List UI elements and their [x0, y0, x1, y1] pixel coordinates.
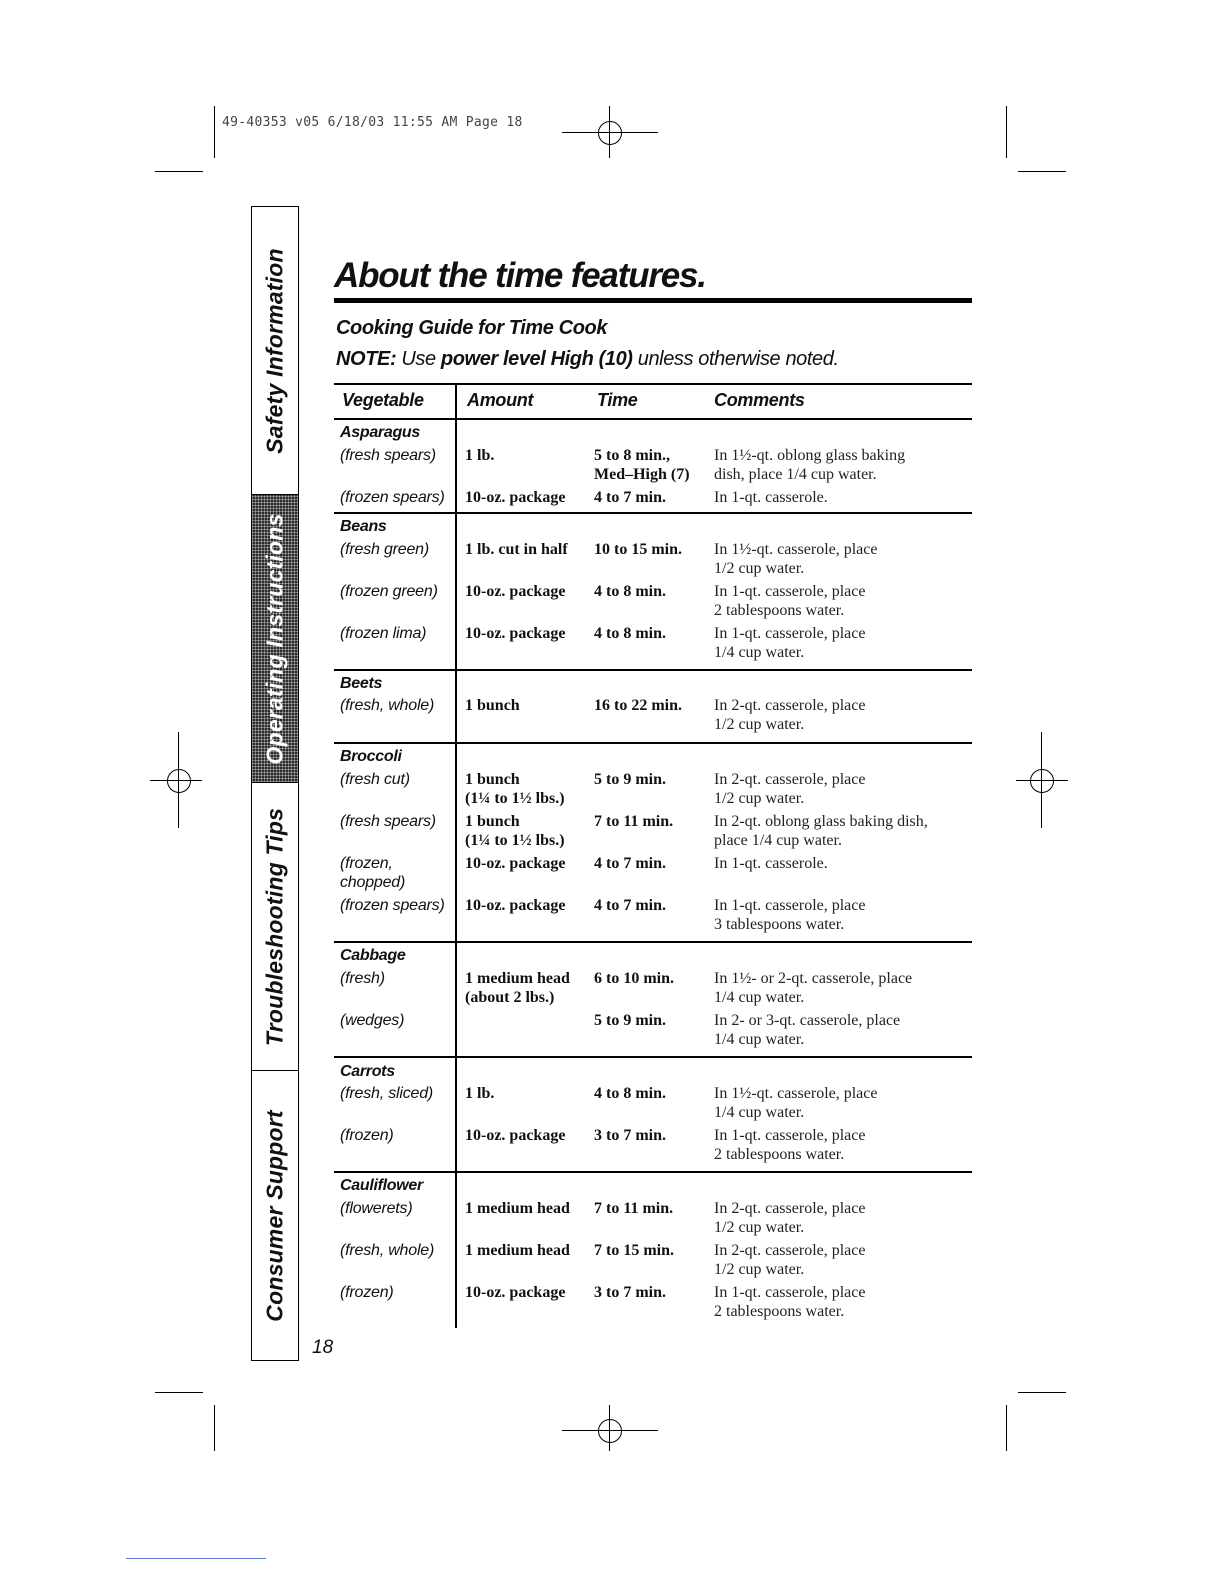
cell-variety	[340, 540, 429, 559]
cell-comments	[714, 540, 877, 578]
cell-line: 1 bunch	[465, 697, 520, 714]
cell-time	[594, 1011, 666, 1030]
cell-line: (fresh, whole)	[340, 697, 435, 714]
cell-line: In 1½-qt. oblong glass baking	[714, 447, 906, 464]
cell-comments	[714, 1126, 865, 1164]
cell-line: (frozen spears)	[340, 489, 445, 506]
cell-line: In 2-qt. casserole, place	[714, 697, 866, 714]
tab-label: Troubleshooting Tips	[261, 807, 288, 1046]
cell-variety	[340, 1011, 404, 1030]
cell-line: In 2-qt. casserole, place	[714, 771, 866, 788]
cell-line: 10-oz. package	[465, 489, 566, 506]
cell-comments	[714, 696, 865, 734]
tab-label: Operating Instructions	[261, 512, 288, 765]
vegetable-group	[334, 943, 972, 1058]
cell-line: 1 bunch	[465, 771, 520, 788]
cell-time	[594, 540, 682, 559]
page-number: 18	[312, 1337, 334, 1358]
cell-line: 6 to 10 min.	[594, 970, 674, 987]
cell-time	[594, 696, 682, 715]
cell-line: chopped)	[340, 874, 406, 891]
cell-line: In 1½-qt. casserole, place	[714, 541, 878, 558]
cell-time	[594, 488, 666, 507]
cell-line: (frozen green)	[340, 583, 438, 600]
cell-line: Med–High (7)	[594, 466, 690, 483]
cell-line: In 1-qt. casserole, place	[714, 1127, 866, 1144]
cell-line: 3 tablespoons water.	[714, 916, 845, 933]
cell-line: 5 to 9 min.	[594, 1012, 666, 1029]
cell-line: (frozen lima)	[340, 625, 427, 642]
cell-line: 4 to 8 min.	[594, 583, 666, 600]
cell-line: 1/2 cup water.	[714, 560, 805, 577]
cell-time	[594, 770, 666, 789]
cell-line: In 1-qt. casserole, place	[714, 625, 866, 642]
cell-comments	[714, 896, 865, 934]
cell-time	[594, 624, 666, 643]
vegetable-name: Asparagus	[340, 424, 420, 441]
cell-comments	[714, 1011, 900, 1049]
header-vegetable: Vegetable	[342, 390, 424, 410]
cell-line: 4 to 7 min.	[594, 897, 666, 914]
cell-amount	[465, 1283, 565, 1302]
header-comments: Comments	[714, 390, 805, 410]
cell-line: 2 tablespoons water.	[714, 1303, 845, 1320]
cell-line: In 1-qt. casserole, place	[714, 1284, 866, 1301]
cell-variety	[340, 1199, 412, 1218]
vegetable-name: Beets	[340, 675, 383, 692]
cell-line: (fresh cut)	[340, 771, 410, 788]
cell-line: (frozen)	[340, 1284, 394, 1301]
cooking-guide-table	[334, 383, 972, 1328]
cell-line: (frozen,	[340, 855, 393, 872]
cell-line: (fresh spears)	[340, 447, 436, 464]
cell-time	[594, 446, 690, 484]
vegetable-group	[334, 420, 972, 514]
cell-line: 10-oz. package	[465, 583, 566, 600]
cell-line: 7 to 15 min.	[594, 1242, 674, 1259]
cell-amount	[465, 582, 565, 601]
cell-line: 1/2 cup water.	[714, 790, 805, 807]
cell-line: (frozen)	[340, 1127, 394, 1144]
cell-line: 1 medium head	[465, 970, 570, 987]
tab-label: Safety Information	[261, 247, 288, 454]
section-subtitle: Cooking Guide for Time Cook	[336, 317, 608, 339]
vegetable-group	[334, 671, 972, 744]
cell-amount	[465, 1084, 494, 1103]
cell-line: In 1½-qt. casserole, place	[714, 1085, 878, 1102]
vegetable-group	[334, 1058, 972, 1173]
cell-comments	[714, 582, 865, 620]
cell-line: 10-oz. package	[465, 1284, 566, 1301]
cell-line: place 1/4 cup water.	[714, 832, 842, 849]
tab-label: Consumer Support	[261, 1109, 288, 1322]
cell-time	[594, 854, 666, 873]
cell-comments	[714, 854, 828, 873]
cell-amount	[465, 812, 565, 850]
cell-line: 1/4 cup water.	[714, 989, 805, 1006]
footer-link-line	[126, 1558, 266, 1559]
print-header: 49-40353 v05 6/18/03 11:55 AM Page 18	[222, 115, 523, 130]
cell-amount	[465, 696, 520, 715]
tab-safety-information[interactable]	[252, 207, 298, 495]
cell-amount	[465, 488, 565, 507]
cell-line: 1 lb. cut in half	[465, 541, 568, 558]
cell-variety	[340, 896, 445, 915]
cell-amount	[465, 624, 565, 643]
header-amount: Amount	[467, 390, 534, 410]
cell-comments	[714, 1199, 865, 1237]
cell-line: 16 to 22 min.	[594, 697, 682, 714]
cell-variety	[340, 582, 438, 601]
cell-line: 3 to 7 min.	[594, 1284, 666, 1301]
cell-line: In 1-qt. casserole, place	[714, 583, 866, 600]
cell-amount	[465, 969, 570, 1007]
cell-line: 10-oz. package	[465, 855, 566, 872]
cell-amount	[465, 1199, 570, 1218]
cell-line: 10-oz. package	[465, 1127, 566, 1144]
cell-line: 7 to 11 min.	[594, 1200, 674, 1217]
cell-time	[594, 896, 666, 915]
cell-line: dish, place 1/4 cup water.	[714, 466, 877, 483]
vegetable-name: Beans	[340, 518, 387, 535]
cell-line: 4 to 7 min.	[594, 489, 666, 506]
vegetable-name: Carrots	[340, 1063, 395, 1080]
cell-line: (fresh)	[340, 970, 385, 987]
vegetable-name: Broccoli	[340, 748, 402, 765]
title-rule	[334, 298, 972, 303]
cell-variety	[340, 969, 385, 988]
cell-line: (1¼ to 1½ lbs.)	[465, 832, 565, 849]
cell-line: 1/2 cup water.	[714, 716, 805, 733]
cell-line: 1 medium head	[465, 1242, 570, 1259]
cell-amount	[465, 1241, 570, 1260]
cell-line: 10-oz. package	[465, 897, 566, 914]
cell-line: 10 to 15 min.	[594, 541, 682, 558]
cell-line: 1/4 cup water.	[714, 1031, 805, 1048]
cell-line: 1/4 cup water.	[714, 1104, 805, 1121]
cell-time	[594, 1126, 666, 1145]
cell-line: 1/2 cup water.	[714, 1219, 805, 1236]
cell-time	[594, 582, 666, 601]
cell-line: 1/2 cup water.	[714, 1261, 805, 1278]
cell-amount	[465, 770, 565, 808]
vegetable-group	[334, 744, 972, 943]
cell-variety	[340, 854, 405, 892]
cell-variety	[340, 1084, 433, 1103]
cell-line: In 1-qt. casserole.	[714, 855, 828, 872]
cell-variety	[340, 624, 426, 643]
cell-variety	[340, 1241, 434, 1260]
cell-line: (1¼ to 1½ lbs.)	[465, 790, 565, 807]
cell-line: (fresh, whole)	[340, 1242, 435, 1259]
power-level-note	[336, 348, 839, 371]
table-header-row	[334, 383, 972, 420]
cell-line: 10-oz. package	[465, 625, 566, 642]
cell-time	[594, 1283, 666, 1302]
cell-variety	[340, 812, 436, 831]
cell-line: 1 medium head	[465, 1200, 570, 1217]
cell-comments	[714, 812, 928, 850]
cell-amount	[465, 1126, 565, 1145]
cell-variety	[340, 1126, 394, 1145]
cell-comments	[714, 969, 912, 1007]
cell-line: 1 lb.	[465, 447, 495, 464]
note-bold: power level High (10)	[440, 348, 633, 370]
cell-line: In 2-qt. casserole, place	[714, 1200, 866, 1217]
vegetable-name: Cauliflower	[340, 1177, 423, 1194]
cell-comments	[714, 1241, 865, 1279]
note-text-end: unless otherwise noted.	[632, 348, 839, 370]
cell-time	[594, 969, 674, 988]
cell-amount	[465, 446, 494, 465]
cell-variety	[340, 1283, 394, 1302]
cell-line: 2 tablespoons water.	[714, 602, 845, 619]
cell-comments	[714, 1283, 865, 1321]
section-sidenav	[251, 206, 299, 1361]
cell-comments	[714, 446, 905, 484]
cell-time	[594, 812, 673, 831]
cell-line: 1 lb.	[465, 1085, 495, 1102]
cell-line: 1/4 cup water.	[714, 644, 805, 661]
cell-line: (fresh, sliced)	[340, 1085, 434, 1102]
cell-comments	[714, 488, 828, 507]
tab-operating-instructions[interactable]	[252, 495, 298, 783]
tab-consumer-support[interactable]	[252, 1071, 298, 1360]
cell-amount	[465, 540, 568, 559]
cell-line: 1 bunch	[465, 813, 520, 830]
cell-line: 3 to 7 min.	[594, 1127, 666, 1144]
cell-line: (about 2 lbs.)	[465, 989, 555, 1006]
note-prefix: NOTE:	[336, 348, 397, 370]
cell-variety	[340, 770, 410, 789]
cell-line: (wedges)	[340, 1012, 405, 1029]
cell-amount	[465, 854, 565, 873]
cell-time	[594, 1241, 674, 1260]
cell-comments	[714, 1084, 877, 1122]
tab-troubleshooting-tips[interactable]	[252, 783, 298, 1071]
cell-line: (fresh green)	[340, 541, 429, 558]
cell-line: (flowerets)	[340, 1200, 413, 1217]
cell-line: 4 to 7 min.	[594, 855, 666, 872]
vegetable-group	[334, 1173, 972, 1328]
page-title: About the time features.	[334, 256, 706, 295]
cell-line: 4 to 8 min.	[594, 625, 666, 642]
cell-variety	[340, 696, 434, 715]
cell-time	[594, 1084, 666, 1103]
cell-comments	[714, 624, 865, 662]
cell-line: 2 tablespoons water.	[714, 1146, 845, 1163]
cell-variety	[340, 446, 436, 465]
vegetable-name: Cabbage	[340, 947, 406, 964]
cell-line: In 1-qt. casserole.	[714, 489, 828, 506]
cell-line: 5 to 9 min.	[594, 771, 666, 788]
cell-line: In 2-qt. oblong glass baking dish,	[714, 813, 928, 830]
cell-amount	[465, 896, 565, 915]
cell-line: In 1-qt. casserole, place	[714, 897, 866, 914]
cell-comments	[714, 770, 865, 808]
cell-line: 4 to 8 min.	[594, 1085, 666, 1102]
note-text: Use	[396, 348, 441, 370]
cell-line: In 2- or 3-qt. casserole, place	[714, 1012, 901, 1029]
cell-line: 7 to 11 min.	[594, 813, 674, 830]
cell-line: In 1½- or 2-qt. casserole, place	[714, 970, 913, 987]
header-time: Time	[597, 390, 638, 410]
cell-variety	[340, 488, 445, 507]
cell-time	[594, 1199, 673, 1218]
cell-line: (fresh spears)	[340, 813, 436, 830]
vegetable-group	[334, 514, 972, 671]
cell-line: (frozen spears)	[340, 897, 445, 914]
cell-line: 5 to 8 min.,	[594, 447, 670, 464]
cell-line: In 2-qt. casserole, place	[714, 1242, 866, 1259]
